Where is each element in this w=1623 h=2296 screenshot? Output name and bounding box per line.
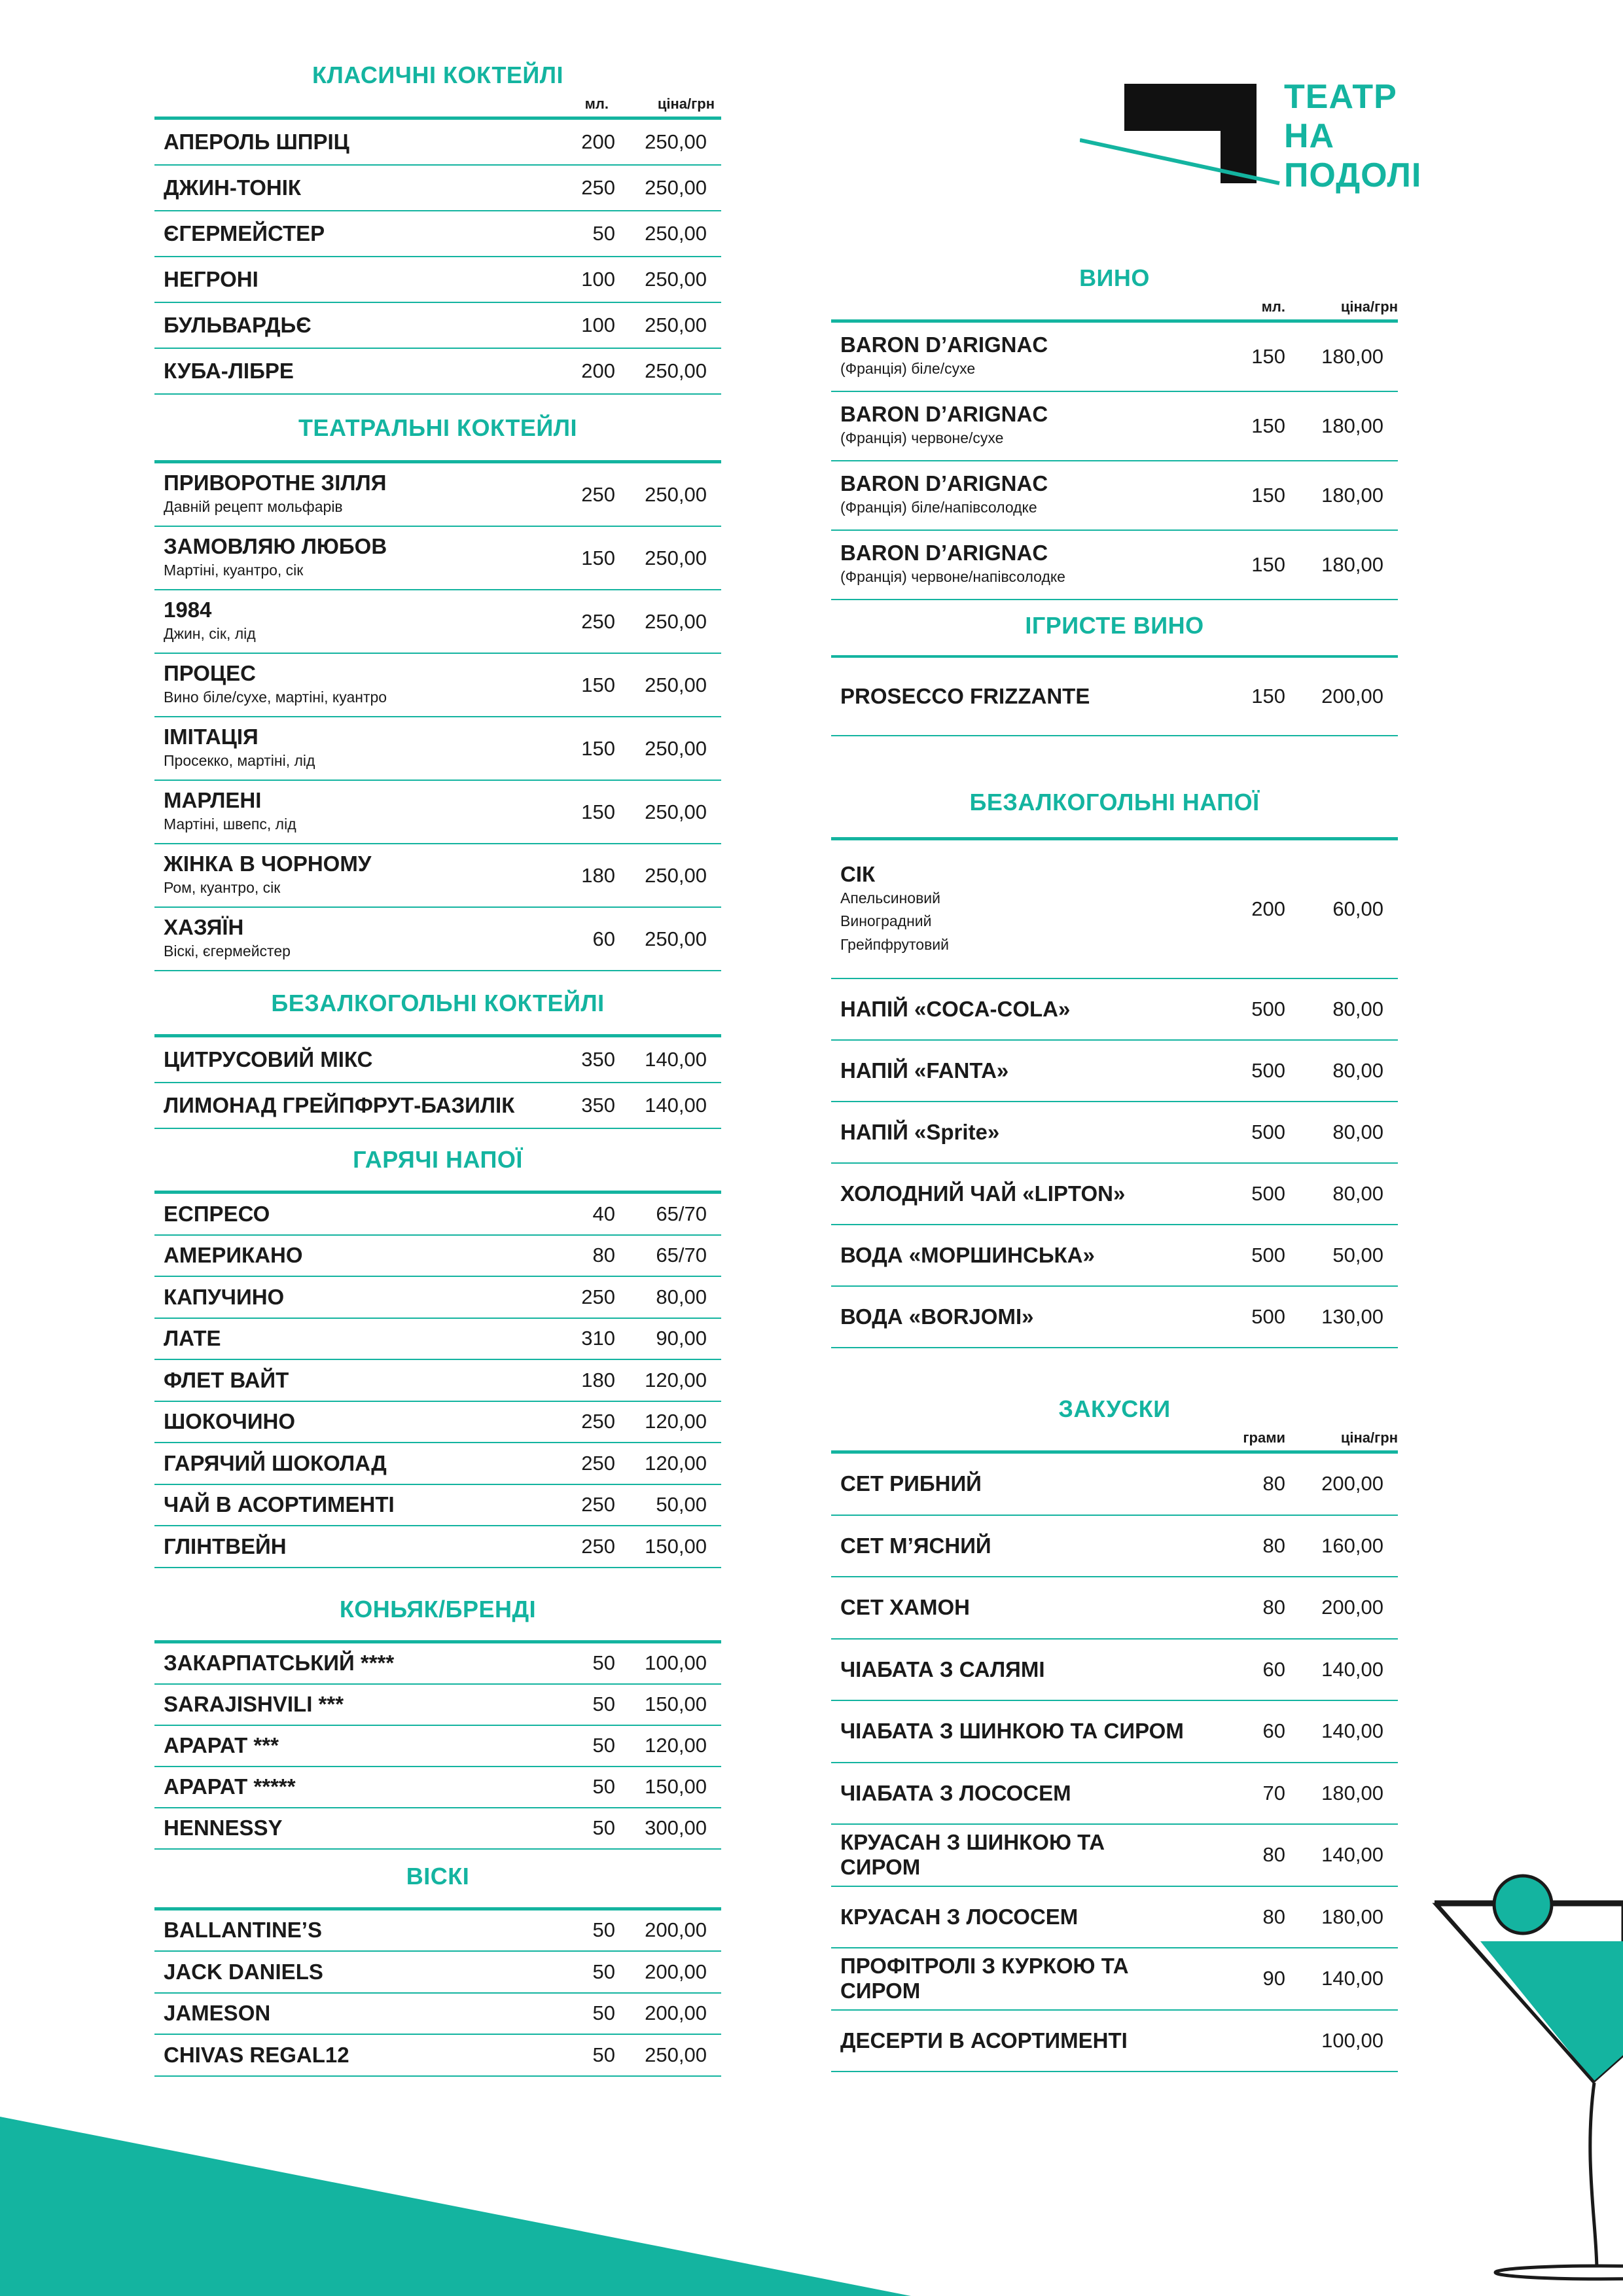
item-price: 180,00 xyxy=(1321,484,1383,507)
item-qty: 200 xyxy=(581,359,615,382)
item-price: 180,00 xyxy=(1321,1781,1383,1804)
item-price: 200,00 xyxy=(645,1960,707,1983)
menu-row xyxy=(831,1287,1398,1348)
item-qty: 200 xyxy=(1251,897,1285,920)
item-qty: 250 xyxy=(581,609,615,633)
section-title-hot: ГАРЯЧІ НАПОЇ xyxy=(353,1146,523,1173)
item-name: ГАРЯЧИЙ ШОКОЛАД xyxy=(164,1450,387,1475)
item-qty: 90 xyxy=(1262,1967,1285,1990)
item-name: 1984 xyxy=(164,597,212,622)
item-name: ДЖИН-ТОНІК xyxy=(164,175,302,200)
item-price: 250,00 xyxy=(645,863,707,887)
item-name: КУБА-ЛІБРЕ xyxy=(164,359,294,384)
item-price: 150,00 xyxy=(645,1693,707,1715)
item-price: 200,00 xyxy=(1321,685,1383,708)
item-desc: Віскі, єгермейстер xyxy=(164,942,291,960)
item-price: 250,00 xyxy=(645,130,707,153)
item-name: ШОКОЧИНО xyxy=(164,1409,296,1434)
menu-row xyxy=(154,463,721,527)
item-price: 180,00 xyxy=(1321,414,1383,437)
item-price: 250,00 xyxy=(645,2043,707,2066)
item-name: АРАРАТ *** xyxy=(164,1733,279,1758)
item-qty: 60 xyxy=(592,927,615,950)
item-qty: 250 xyxy=(581,1285,615,1308)
item-name: ВОДА «BORJOMI» xyxy=(840,1304,1034,1329)
menu-row xyxy=(154,211,721,257)
section-title-cognac: КОНЬЯК/БРЕНДІ xyxy=(339,1595,537,1623)
item-price: 80,00 xyxy=(1332,1182,1383,1205)
menu-row xyxy=(154,303,721,349)
column-header xyxy=(831,298,1398,315)
menu-row xyxy=(154,1910,721,1952)
item-qty: 80 xyxy=(1262,1843,1285,1867)
menu-row xyxy=(154,1767,721,1808)
item-desc: (Франція) біле/напівсолодке xyxy=(840,499,1037,516)
left-column xyxy=(154,62,721,2077)
item-name: ЧАЙ В АСОРТИМЕНТІ xyxy=(164,1492,395,1517)
menu-row xyxy=(154,1526,721,1568)
menu-row xyxy=(154,527,721,590)
item-qty: 310 xyxy=(581,1327,615,1350)
menu-row xyxy=(831,1225,1398,1287)
section-title-theatre: ТЕАТРАЛЬНІ КОКТЕЙЛІ xyxy=(298,414,578,441)
menu-row xyxy=(831,1948,1398,2011)
item-qty: 350 xyxy=(581,1094,615,1117)
item-desc: Мартіні, куантро, сік xyxy=(164,561,304,579)
item-qty: 50 xyxy=(592,1816,615,1839)
item-qty: 80 xyxy=(1262,1534,1285,1557)
menu-row xyxy=(831,840,1398,979)
item-name: ЗАКАРПАТСЬКИЙ **** xyxy=(164,1651,395,1676)
item-desc: (Франція) біле/сухе xyxy=(840,360,976,378)
item-price: 65/70 xyxy=(656,1244,707,1267)
item-price: 250,00 xyxy=(645,176,707,199)
item-price: 250,00 xyxy=(645,359,707,382)
item-qty: 50 xyxy=(592,1693,615,1715)
item-name: СІК xyxy=(840,861,876,886)
item-qty: 150 xyxy=(581,673,615,696)
item-qty: 180 xyxy=(581,863,615,887)
menu-row xyxy=(154,1952,721,1994)
item-name: BALLANTINE’S xyxy=(164,1918,322,1943)
table-hot xyxy=(154,1191,721,1568)
menu-row xyxy=(154,1726,721,1767)
item-name: ФЛЕТ ВАЙТ xyxy=(164,1367,289,1392)
item-name: СЕТ М’ЯСНИЙ xyxy=(840,1533,991,1558)
header-price: ціна/грн xyxy=(1340,298,1398,315)
item-name: ЧІАБАТА З ЛОСОСЕМ xyxy=(840,1780,1071,1805)
column-header xyxy=(831,1429,1398,1446)
item-name: JAMESON xyxy=(164,2001,271,2026)
header-qty: мл. xyxy=(584,96,609,112)
item-price: 80,00 xyxy=(656,1285,707,1308)
item-price: 200,00 xyxy=(645,1918,707,1942)
item-price: 50,00 xyxy=(1332,1244,1383,1266)
item-qty: 50 xyxy=(592,1734,615,1757)
menu-row xyxy=(154,349,721,395)
item-qty: 100 xyxy=(581,268,615,291)
item-price: 120,00 xyxy=(645,1451,707,1475)
item-price: 250,00 xyxy=(645,736,707,760)
menu-row xyxy=(154,1277,721,1319)
logo-line-1: ТЕАТР xyxy=(1284,78,1397,116)
menu-row xyxy=(154,654,721,717)
item-qty: 80 xyxy=(592,1244,615,1267)
item-price: 140,00 xyxy=(1321,1719,1383,1743)
item-price: 150,00 xyxy=(645,1534,707,1558)
item-desc: Апельсиновий xyxy=(840,889,940,906)
section-title-softcocktails: БЕЗАЛКОГОЛЬНІ КОКТЕЙЛІ xyxy=(271,990,605,1016)
item-qty: 150 xyxy=(581,800,615,823)
item-price: 180,00 xyxy=(1321,553,1383,576)
menu-row xyxy=(154,1643,721,1685)
item-qty: 50 xyxy=(592,1651,615,1674)
menu-row xyxy=(154,1994,721,2036)
item-desc: Джин, сік, лід xyxy=(164,624,256,642)
item-price: 250,00 xyxy=(645,222,707,245)
item-desc: Просекко, мартіні, лід xyxy=(164,751,315,769)
item-price: 160,00 xyxy=(1321,1534,1383,1557)
menu-row xyxy=(154,1194,721,1236)
menu-row xyxy=(831,658,1398,736)
item-name: BARON D’ARIGNAC xyxy=(840,402,1048,427)
item-qty: 500 xyxy=(1251,1305,1285,1328)
section-title-soft: БЕЗАЛКОГОЛЬНІ НАПОЇ xyxy=(969,789,1260,816)
item-qty: 80 xyxy=(1262,1596,1285,1619)
table-softcocktails xyxy=(154,1034,721,1129)
menu-row xyxy=(154,166,721,211)
item-desc: (Франція) червоне/сухе xyxy=(840,429,1004,447)
menu-row xyxy=(831,531,1398,600)
menu-row xyxy=(831,392,1398,461)
item-qty: 250 xyxy=(581,1451,615,1475)
item-price: 80,00 xyxy=(1332,997,1383,1020)
item-qty: 250 xyxy=(581,1534,615,1558)
menu-row xyxy=(154,257,721,303)
menu-row xyxy=(831,461,1398,531)
menu-row xyxy=(831,1041,1398,1102)
menu-row xyxy=(154,1485,721,1527)
menu-row xyxy=(154,1360,721,1402)
item-desc: Грейпфрутовий xyxy=(840,935,949,953)
item-price: 250,00 xyxy=(645,673,707,696)
item-qty: 150 xyxy=(1251,345,1285,368)
item-qty: 80 xyxy=(1262,1905,1285,1928)
item-name: ЄГЕРМЕЙСТЕР xyxy=(164,221,325,246)
item-name: КРУАСАН З ЛОСОСЕМ xyxy=(840,1904,1079,1929)
item-name: ПРИВОРОТНЕ ЗІЛЛЯ xyxy=(164,470,387,495)
header-price: ціна/грн xyxy=(657,96,715,112)
item-name: ЧІАБАТА З ШИНКОЮ ТА СИРОМ xyxy=(840,1719,1184,1744)
item-name: БУЛЬВАРДЬЄ xyxy=(164,313,312,338)
item-name: СЕТ РИБНИЙ xyxy=(840,1471,982,1496)
item-name: НЕГРОНІ xyxy=(164,267,259,292)
menu-row xyxy=(154,1037,721,1083)
menu-row xyxy=(154,1319,721,1361)
item-qty: 180 xyxy=(581,1368,615,1391)
item-name: ПРОФІТРОЛІ З КУРКОЮ ТА СИРОМ xyxy=(840,1954,1129,2003)
menu-row xyxy=(831,1164,1398,1225)
item-desc: Давній рецепт мольфарів xyxy=(164,497,343,515)
section-title-snacks: ЗАКУСКИ xyxy=(1058,1395,1171,1422)
item-qty: 150 xyxy=(581,546,615,569)
right-column xyxy=(831,264,1398,2072)
item-name: ЛАТЕ xyxy=(164,1326,221,1351)
item-name: PROSECCO FRIZZANTE xyxy=(840,684,1090,709)
menu-row xyxy=(154,1083,721,1129)
menu-row xyxy=(154,1685,721,1726)
menu-row xyxy=(154,844,721,908)
table-sparkling xyxy=(831,655,1398,736)
menu-row xyxy=(154,590,721,654)
item-name: ПРОЦЕС xyxy=(164,660,256,685)
item-qty: 100 xyxy=(581,314,615,336)
item-qty: 80 xyxy=(1262,1472,1285,1496)
item-qty: 50 xyxy=(592,2043,615,2066)
item-price: 120,00 xyxy=(645,1368,707,1391)
header-price: ціна/грн xyxy=(1340,1429,1398,1446)
menu-row xyxy=(154,1236,721,1278)
section-title-whisky: ВІСКІ xyxy=(406,1862,470,1890)
item-qty: 350 xyxy=(581,1048,615,1071)
item-price: 180,00 xyxy=(1321,1905,1383,1928)
item-name: АРАРАТ ***** xyxy=(164,1774,296,1799)
logo-text xyxy=(1284,77,1421,195)
item-price: 250,00 xyxy=(645,482,707,506)
item-qty: 50 xyxy=(592,2001,615,2025)
item-price: 60,00 xyxy=(1332,897,1383,920)
item-qty: 200 xyxy=(581,130,615,153)
menu-row xyxy=(831,1516,1398,1578)
item-price: 300,00 xyxy=(645,1816,707,1839)
item-qty: 250 xyxy=(581,1493,615,1516)
item-qty: 500 xyxy=(1251,1244,1285,1266)
item-price: 250,00 xyxy=(645,800,707,823)
item-price: 200,00 xyxy=(1321,1472,1383,1496)
menu-row xyxy=(154,120,721,166)
item-qty: 500 xyxy=(1251,1121,1285,1143)
item-name: ЕСПРЕСО xyxy=(164,1201,270,1226)
menu-row xyxy=(831,323,1398,392)
item-name: ЛИМОНАД ГРЕЙПФРУТ-БАЗИЛІК xyxy=(164,1093,515,1118)
menu-row xyxy=(154,717,721,781)
item-qty: 150 xyxy=(581,736,615,760)
header-qty: грами xyxy=(1243,1429,1285,1446)
item-qty: 150 xyxy=(1251,414,1285,437)
item-qty: 60 xyxy=(1262,1719,1285,1743)
table-whisky xyxy=(154,1907,721,2077)
item-price: 90,00 xyxy=(656,1327,707,1350)
item-price: 120,00 xyxy=(645,1410,707,1433)
item-qty: 70 xyxy=(1262,1781,1285,1804)
item-qty: 50 xyxy=(592,222,615,245)
item-price: 140,00 xyxy=(1321,1967,1383,1990)
item-price: 80,00 xyxy=(1332,1121,1383,1143)
item-name: SARAJISHVILI *** xyxy=(164,1692,344,1717)
item-name: КРУАСАН З ШИНКОЮ ТА СИРОМ xyxy=(840,1830,1105,1880)
menu-row xyxy=(831,1454,1398,1516)
item-price: 200,00 xyxy=(1321,1596,1383,1619)
item-name: АМЕРИКАНО xyxy=(164,1243,303,1268)
item-name: ЦИТРУСОВИЙ МІКС xyxy=(164,1047,373,1072)
item-name: ХАЗЯЇН xyxy=(164,914,244,939)
item-name: ЖІНКА В ЧОРНОМУ xyxy=(164,851,372,876)
item-name: CHIVAS REGAL12 xyxy=(164,2042,349,2067)
item-price: 140,00 xyxy=(1321,1843,1383,1867)
menu-row xyxy=(831,1102,1398,1164)
item-price: 250,00 xyxy=(645,927,707,950)
item-qty: 250 xyxy=(581,176,615,199)
item-price: 250,00 xyxy=(645,546,707,569)
item-price: 120,00 xyxy=(645,1734,707,1757)
item-price: 140,00 xyxy=(1321,1657,1383,1681)
item-name: ЗАМОВЛЯЮ ЛЮБОВ xyxy=(164,533,387,558)
item-name: BARON D’ARIGNAC xyxy=(840,332,1048,357)
item-price: 180,00 xyxy=(1321,345,1383,368)
column-header xyxy=(154,96,721,113)
item-qty: 500 xyxy=(1251,1059,1285,1082)
table-wine xyxy=(831,319,1398,600)
item-name: МАРЛЕНІ xyxy=(164,787,262,812)
menu-row xyxy=(831,1640,1398,1702)
menu-row xyxy=(831,1577,1398,1640)
item-desc: Вино біле/сухе, мартіні, куантро xyxy=(164,688,387,706)
section-title-sparkling: ІГРИСТЕ ВИНО xyxy=(1025,612,1204,639)
item-name: СЕТ ХАМОН xyxy=(840,1595,970,1620)
item-price: 140,00 xyxy=(645,1094,707,1117)
menu-row xyxy=(154,1402,721,1444)
bottom-left-teal-triangle xyxy=(0,2117,911,2296)
item-qty: 250 xyxy=(581,482,615,506)
item-qty: 60 xyxy=(1262,1657,1285,1681)
item-qty: 250 xyxy=(581,1410,615,1433)
item-price: 80,00 xyxy=(1332,1059,1383,1082)
item-name: НАПІЙ «Sprite» xyxy=(840,1120,1000,1145)
table-soft xyxy=(831,837,1398,1348)
item-price: 100,00 xyxy=(1321,2028,1383,2052)
item-qty: 150 xyxy=(1251,553,1285,576)
logo-line-3: ПОДОЛІ xyxy=(1284,156,1422,194)
table-snacks xyxy=(831,1450,1398,2072)
item-price: 250,00 xyxy=(645,314,707,336)
item-desc: Виноградний xyxy=(840,912,932,930)
item-name: ЧІАБАТА З САЛЯМІ xyxy=(840,1657,1045,1681)
item-price: 100,00 xyxy=(645,1651,707,1674)
table-classic xyxy=(154,117,721,395)
menu-row xyxy=(154,1808,721,1850)
item-qty: 500 xyxy=(1251,997,1285,1020)
menu-row xyxy=(154,1443,721,1485)
item-name: ХОЛОДНИЙ ЧАЙ «LIPTON» xyxy=(840,1181,1126,1206)
item-qty: 500 xyxy=(1251,1182,1285,1205)
item-name: ВОДА «МОРШИНСЬКА» xyxy=(840,1243,1095,1268)
item-desc: Мартіні, швепс, лід xyxy=(164,815,296,833)
item-desc: (Франція) червоне/напівсолодке xyxy=(840,568,1065,586)
item-name: ДЕСЕРТИ В АСОРТИМЕНТІ xyxy=(840,2028,1128,2053)
item-name: JACK DANIELS xyxy=(164,1959,323,1984)
table-cognac xyxy=(154,1640,721,1850)
menu-row xyxy=(831,1763,1398,1825)
menu-row xyxy=(831,1887,1398,1949)
item-name: HENNESSY xyxy=(164,1816,283,1840)
item-price: 130,00 xyxy=(1321,1305,1383,1328)
item-name: BARON D’ARIGNAC xyxy=(840,471,1048,496)
item-price: 50,00 xyxy=(656,1493,707,1516)
item-price: 250,00 xyxy=(645,609,707,633)
item-name: АПЕРОЛЬ ШПРІЦ xyxy=(164,130,349,154)
header-qty: мл. xyxy=(1261,298,1285,315)
menu-row xyxy=(831,2011,1398,2073)
menu-row xyxy=(831,1701,1398,1763)
item-price: 150,00 xyxy=(645,1775,707,1798)
item-qty: 50 xyxy=(592,1960,615,1983)
item-name: КАПУЧИНО xyxy=(164,1284,285,1309)
item-name: ГЛІНТВЕЙН xyxy=(164,1534,287,1558)
section-title-wine: ВИНО xyxy=(1079,264,1150,291)
logo-line-2: НА xyxy=(1284,117,1335,155)
item-desc: Ром, куантро, сік xyxy=(164,878,281,896)
item-qty: 150 xyxy=(1251,685,1285,708)
cocktail-glass-icon xyxy=(1435,1876,1623,2279)
menu-row xyxy=(831,979,1398,1041)
item-price: 250,00 xyxy=(645,268,707,291)
menu-row xyxy=(154,2035,721,2077)
item-qty: 40 xyxy=(592,1202,615,1225)
item-name: BARON D’ARIGNAC xyxy=(840,541,1048,565)
item-name: НАПІЙ «FANTA» xyxy=(840,1058,1009,1083)
item-price: 65/70 xyxy=(656,1202,707,1225)
menu-row xyxy=(154,781,721,844)
item-price: 140,00 xyxy=(645,1048,707,1071)
section-title-classic: КЛАСИЧНІ КОКТЕЙЛІ xyxy=(312,62,563,88)
menu-row xyxy=(831,1825,1398,1887)
table-theatre xyxy=(154,460,721,971)
menu-row xyxy=(154,908,721,971)
item-name: НАПІЙ «COCA-COLA» xyxy=(840,997,1071,1022)
item-qty: 50 xyxy=(592,1918,615,1942)
item-qty: 150 xyxy=(1251,484,1285,507)
item-qty: 50 xyxy=(592,1775,615,1798)
item-price: 200,00 xyxy=(645,2001,707,2025)
item-name: ІМІТАЦІЯ xyxy=(164,724,259,749)
